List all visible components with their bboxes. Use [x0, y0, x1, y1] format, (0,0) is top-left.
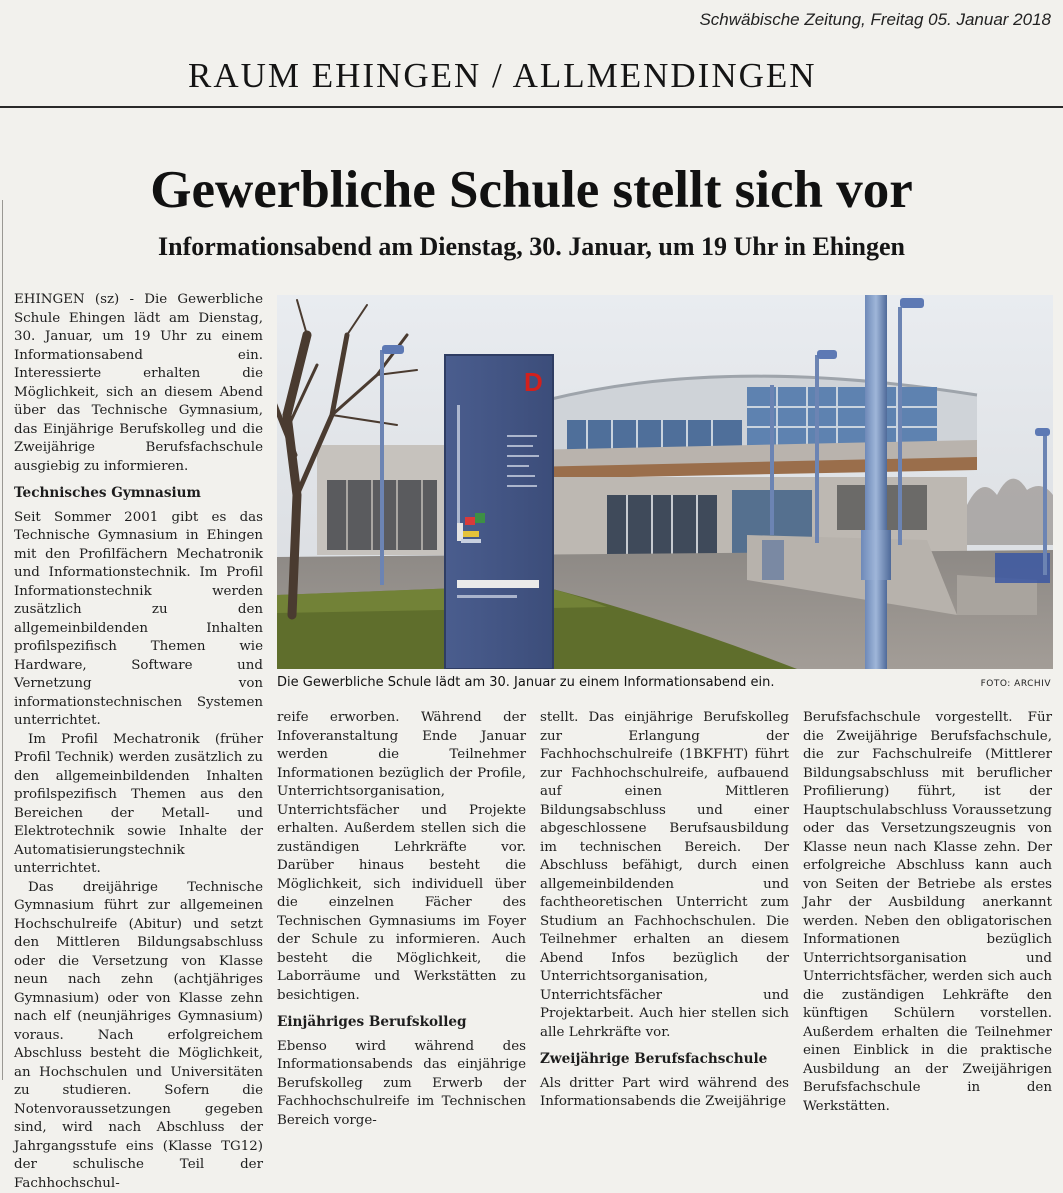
school-building-illustration — [277, 295, 1053, 669]
lead-text: (sz) - Die Gewerbliche Schule Ehingen lädt am Dienstag, 30. Januar, um 19 Uhr zu einem Informationsabend ein. Interessierte erhalten die Möglichkeit, sich an diesem Abend über das Technische Gymnasium, das Einjährige Berufskolleg und die Zweijährige Berufsfachschule ausgiebig zu informieren. — [14, 292, 263, 474]
article-subheadline: Informationsabend am Dienstag, 30. Januar, um 19 Uhr in Ehingen — [0, 232, 1063, 262]
photo-caption: Die Gewerbliche Schule lädt am 30. Januar zu einem Informationsabend ein. — [277, 675, 774, 690]
subheading-technisches-gymnasium: Technisches Gymnasium — [14, 484, 263, 503]
lead-paragraph — [14, 291, 263, 476]
article-column-3 — [540, 709, 789, 1112]
article-column-4 — [803, 709, 1052, 1116]
paragraph: Ebenso wird während des Informationsabends das einjährige Berufskolleg zum Erwerb der Fachhochschulreife im Technischen Bereich vorge- — [277, 1038, 526, 1131]
paragraph: Als dritter Part wird während des Informationsabends die Zweijährige — [540, 1075, 789, 1112]
dateline-place: EHINGEN — [14, 292, 85, 307]
paragraph: Das dreijährige Technische Gymnasium führt zur allgemeinen Hochschulreife (Abitur) und setzt den Mittleren Bildungsabschluss oder die Versetzung von Klasse neun nach zehn (achtjähriges Gymnasium) oder von Klasse zehn nach elf (neunjähriges Gymnasium) voraus. Nach erfolgreichem Abschluss besteht die Möglichkeit, an Hochschulen und Universitäten zu studieren. Sofern die Notenvoraussetzungen gegeben sind, wird nach Abschluss der Jahrgangsstufe eins (Klasse TG12) der schulische Teil der Fachhochschul- — [14, 879, 263, 1193]
section-title: RAUM EHINGEN / ALLMENDINGEN — [188, 56, 817, 96]
newspaper-source-line: Schwäbische Zeitung, Freitag 05. Januar 2018 — [699, 10, 1051, 30]
article-column-2 — [277, 709, 526, 1130]
paragraph: Im Profil Mechatronik (früher Profil Technik) werden zusätzlich zu den allgemeinbildenden Inhalten profilspezifisch Themen aus den Bereichen der Metall- und Elektrotechnik sowie Inhalte der Automatisierungstechnik unterrichtet. — [14, 731, 263, 879]
paragraph: Berufsfachschule vorgestellt. Für die Zweijährige Berufsfachschule, die zur Fachschulreife (Mittlerer Bildungsabschluss mit beruflicher Profilierung) führt, ist der Hauptschulabschluss Voraussetzung oder das Versetzungszeugnis von Klasse neun nach Klasse zehn. Der erfolgreiche Abschluss kann auch von Seiten der Betriebe als erstes Jahr der Ausbildung anerkannt werden. Neben den obligatorischen Informationen bezüglich Unterrichtsorganisation und Unterrichtsfächer, werden sich auch die zuständigen Lehkräfte den künftigen Schülern vorstellen. Außerdem erhalten die Teilnehmer einen Einblick in die praktische Ausbildung an der Zweijährigen Berufsfachschule in den Werkstätten. — [803, 709, 1052, 1116]
section-rule — [0, 106, 1063, 108]
article-headline: Gewerbliche Schule stellt sich vor — [0, 160, 1063, 220]
page-edge-line — [2, 200, 3, 1080]
photo-credit: FOTO: ARCHIV — [981, 679, 1051, 689]
paragraph: reife erworben. Während der Infoveranstaltung Ende Januar werden die Teilnehmer Informationen bezüglich der Profile, Unterrichtsorganisation, Unterrichtsfächer und Projekte erhalten. Außerdem stellen sich die zuständigen Lehrkräfte vor. Darüber hinaus besteht die Möglichkeit, sich individuell über die einzelnen Fächer des Technischen Gymnasiums im Foyer der Schule zu informieren. Auch besteht die Möglichkeit, die Laborräume und Werkstätten zu besichtigen. — [277, 709, 526, 1005]
paragraph: stellt. Das einjährige Berufskolleg zur Erlangung der Fachhochschulreife (1BKFHT) führt zur Fachhochschulreife, aufbauend auf einen Mittleren Bildungsabschluss und einer abgeschlossene Berufsausbildung im technischen Bereich. Der Abschluss befähigt, durch einen allgemeinbildenden und fachtheoretischen Unterricht zum Studium an Fachhochschulen. Die Teilnehmer erhalten an diesem Abend Infos bezüglich der Unterrichtsorganisation, Unterrichtsfächer und Projektarbeit. Auch hier stellen sich alle Lehrkräfte vor. — [540, 709, 789, 1042]
article-column-1 — [14, 291, 263, 1193]
subheading-einjaehriges-berufskolleg: Einjähriges Berufskolleg — [277, 1013, 526, 1032]
paragraph: Seit Sommer 2001 gibt es das Technische Gymnasium in Ehingen mit den Profilfächern Mechatronik und Informationstechnik. Im Profil Informationstechnik werden zusätzlich zu den allgemeinbildenden Inhalten profilspezifisch Themen wie Hardware, Software und Vernetzung von informationstechnischen Systemen unterrichtet. — [14, 509, 263, 731]
school-photo — [277, 295, 1053, 669]
subheading-zweijaehrige-berufsfachschule: Zweijährige Berufsfachschule — [540, 1050, 789, 1069]
sign-letter: D — [524, 367, 543, 397]
